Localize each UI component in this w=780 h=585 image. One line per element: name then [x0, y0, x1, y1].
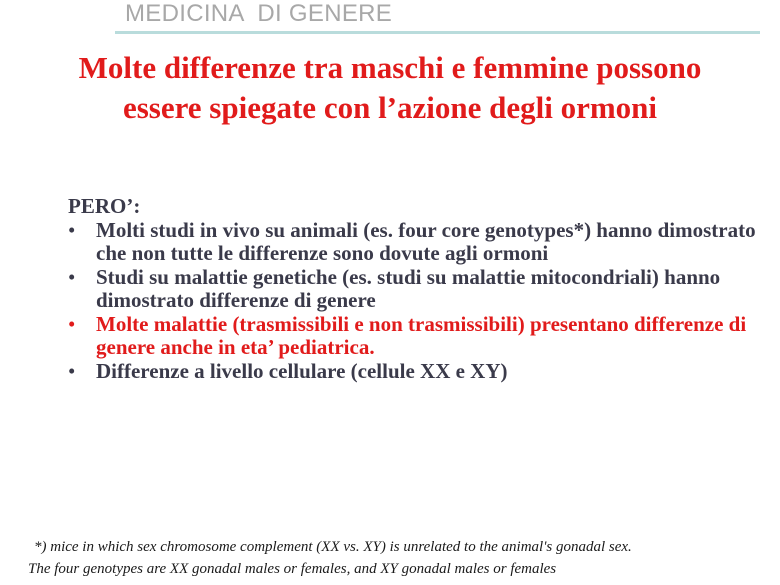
bullet-text: Molti studi in vivo su animali (es. four core genotypes*) hanno dimostrato che non tutte le differenze sono dovute agli ormoni [96, 217, 756, 265]
bullet-icon: • [68, 264, 76, 289]
bullet-item-cellular-differences [68, 360, 758, 384]
bullet-list [68, 219, 758, 384]
bullet-item-genetic-diseases [68, 266, 758, 313]
slide-title: Molte differenze tra maschi e femmine possono essere spiegate con l’azione degli ormoni [78, 50, 702, 125]
footnote-line-2: The four genotypes are XX gonadal males or females, and XY gonadal males or females [28, 561, 557, 577]
header-title: MEDICINA DI GENERE [125, 0, 393, 27]
footnote [28, 536, 773, 580]
bullet-text: Molte malattie (trasmissibili e non trasmissibili) presentano differenze di genere anche in eta’ pediatrica. [96, 311, 747, 359]
bullet-icon: • [68, 358, 76, 383]
bullet-icon: • [68, 311, 76, 336]
slide-body [68, 195, 758, 383]
bullet-item-animal-studies [68, 219, 758, 266]
bullet-text: Differenze a livello cellulare (cellule XX e XY) [96, 358, 508, 383]
lead-text: PERO’: [68, 194, 141, 218]
bullet-text: Studi su malattie genetiche (es. studi su malattie mitocondriali) hanno dimostrato differenze di genere [96, 264, 721, 312]
footnote-line-1: *) mice in which sex chromosome complement (XX vs. XY) is unrelated to the animal's gonadal sex. [34, 539, 632, 555]
bullet-icon: • [68, 217, 76, 242]
bullet-item-pediatric-differences [68, 313, 758, 360]
header-divider [115, 31, 760, 34]
